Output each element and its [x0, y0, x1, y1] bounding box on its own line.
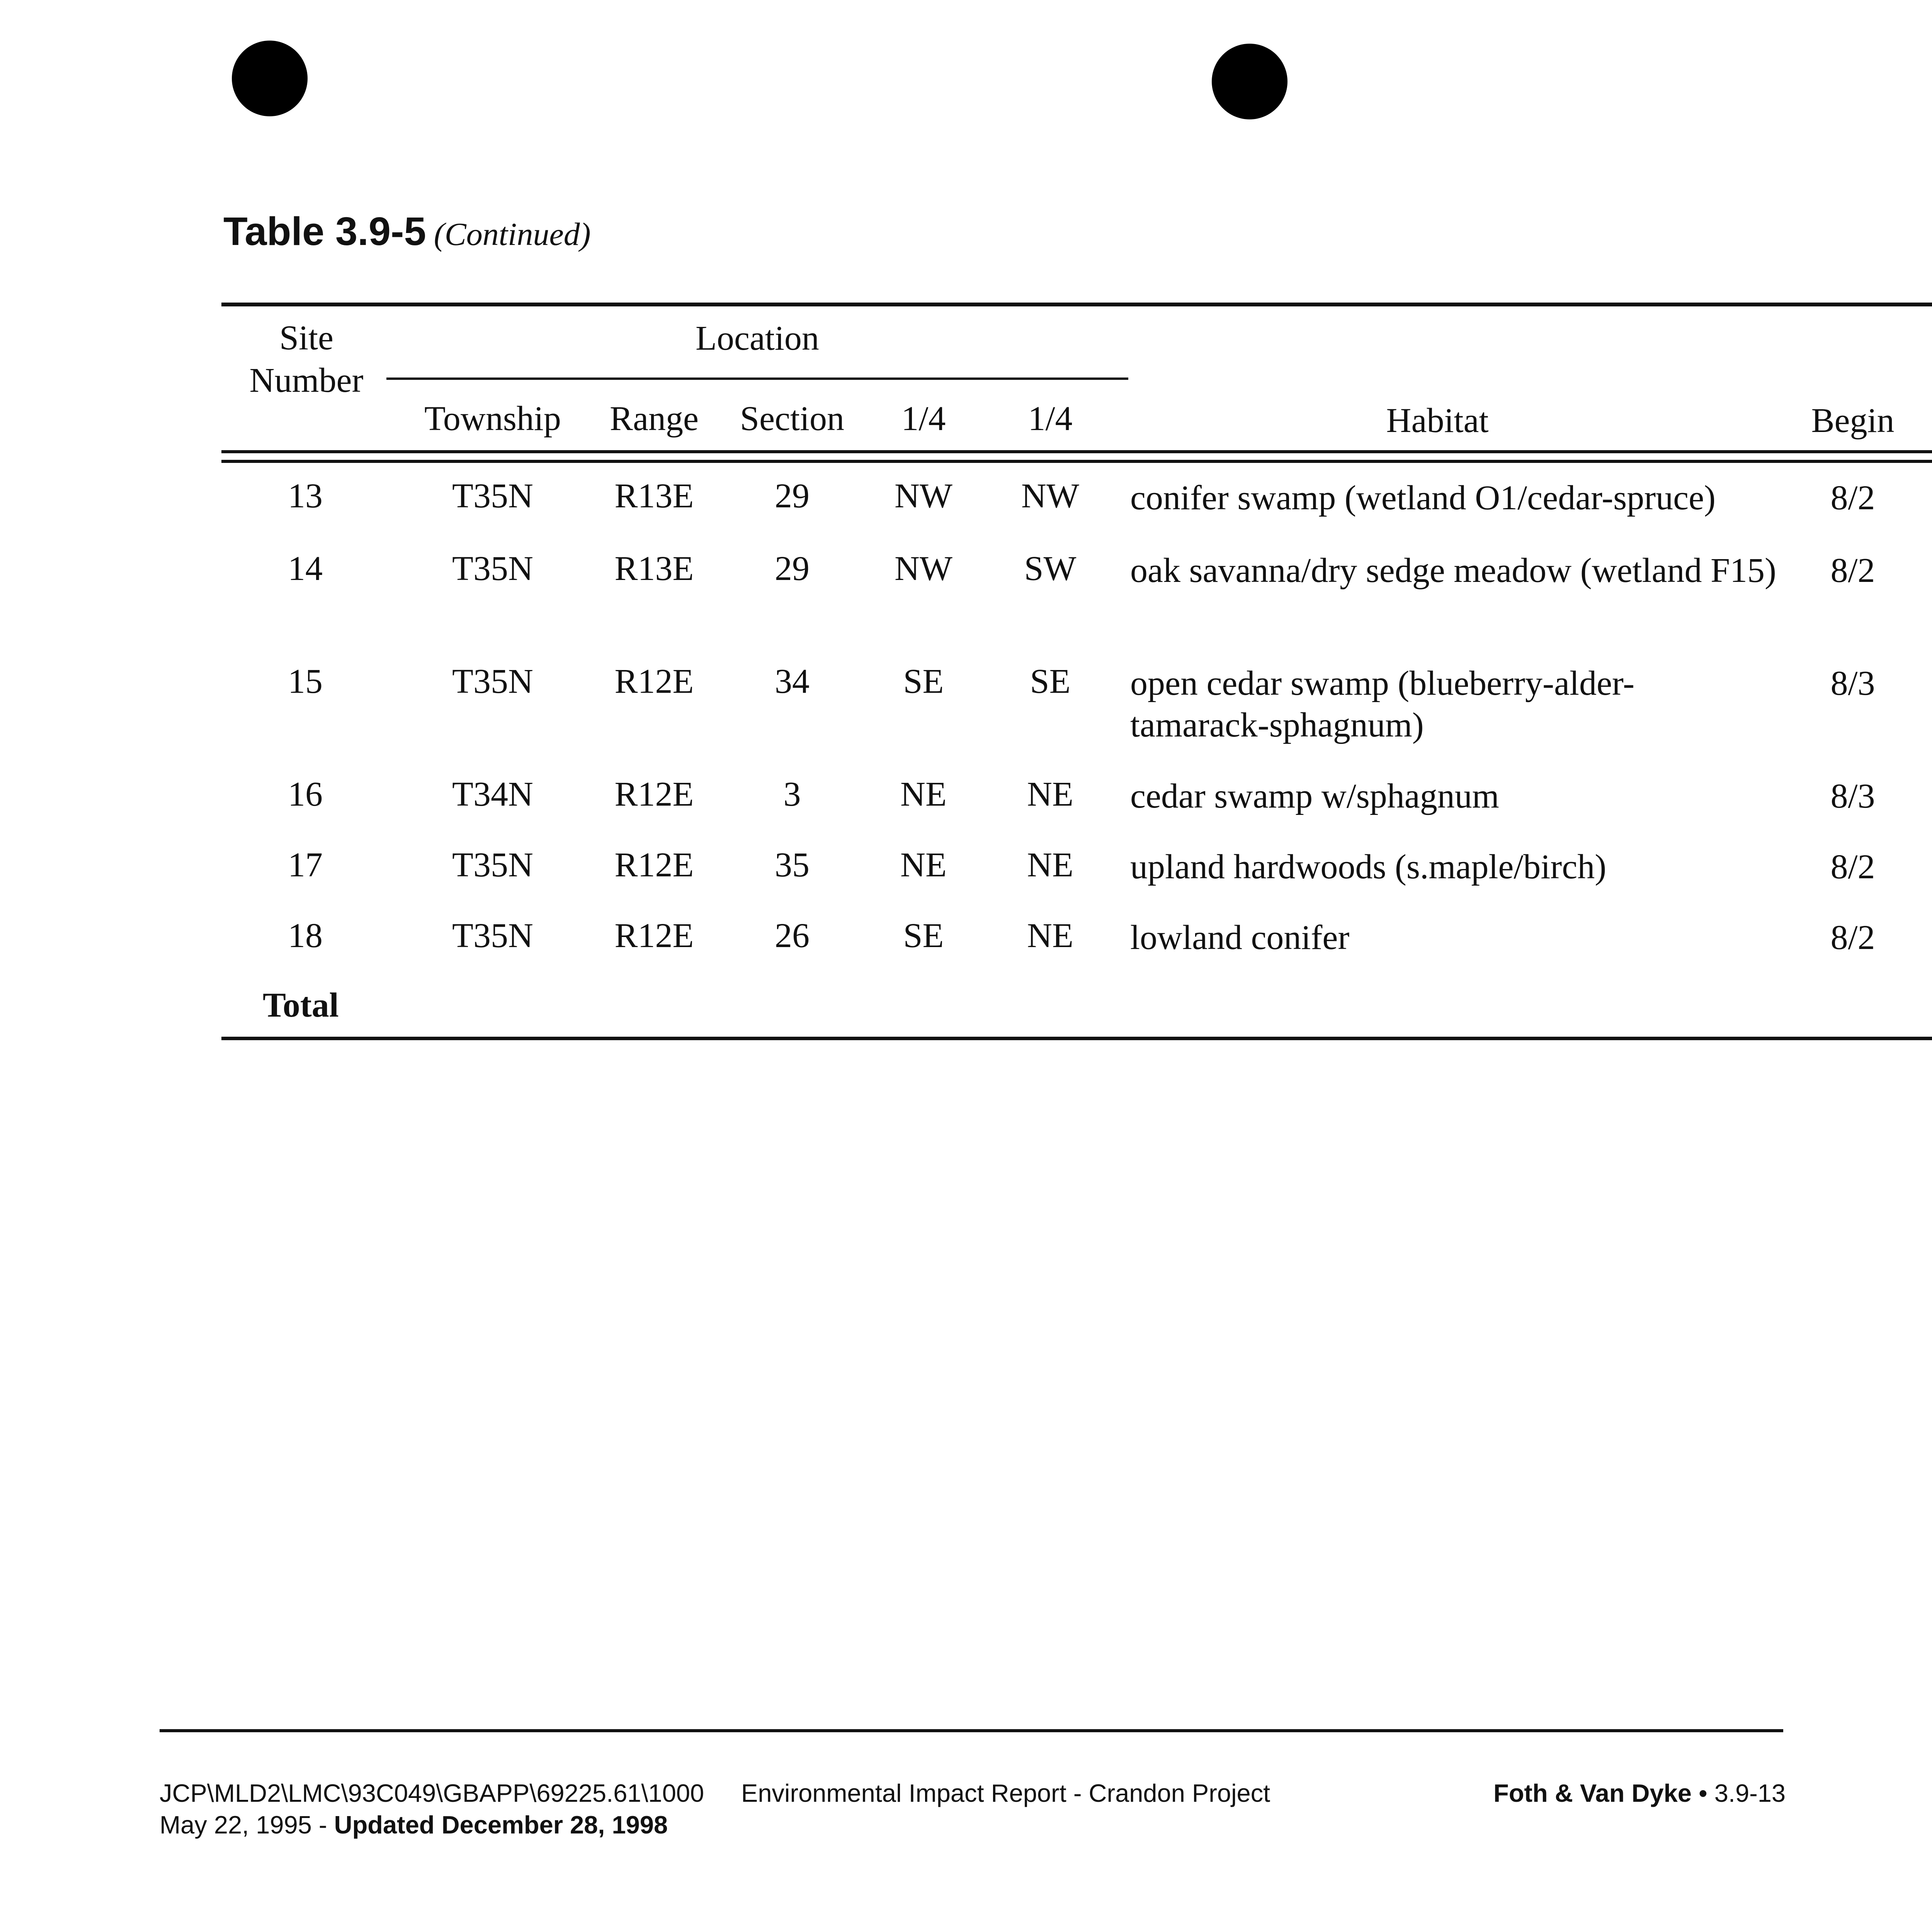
cell-quarter-1: NW: [895, 549, 952, 588]
cell-habitat: oak savanna/dry sedge meadow (wetland F15): [1130, 551, 1776, 590]
header-section: Section: [740, 400, 844, 438]
footer-rule: [160, 1729, 1783, 1732]
cell-begin: 8/2: [1830, 918, 1875, 957]
cell-range: R12E: [614, 917, 694, 955]
cell-township: T35N: [452, 917, 533, 955]
cell-habitat: cedar swamp w/sphagnum: [1130, 777, 1499, 815]
cell-site: 16: [288, 775, 323, 813]
cell-section: 34: [775, 662, 810, 701]
header-range: Range: [610, 400, 699, 438]
table-continued: (Continued): [434, 216, 591, 252]
header-habitat: Habitat: [1386, 401, 1489, 440]
cell-range: R12E: [614, 775, 694, 813]
footer-date-updated: Updated December 28, 1998: [334, 1811, 668, 1839]
header-quarter-1: 1/4: [901, 400, 946, 438]
cell-township: T35N: [452, 846, 533, 884]
footer-company-page: [1493, 1777, 1786, 1809]
cell-site: 15: [288, 662, 323, 701]
cell-begin: 8/3: [1830, 777, 1875, 815]
cell-section: 29: [775, 549, 810, 588]
cell-habitat: open cedar swamp (blueberry-alder-tamarack-sphagnum): [1130, 664, 1635, 744]
cell-quarter-2: SW: [1024, 549, 1077, 588]
table-bottom-rule: [221, 1037, 1932, 1040]
cell-section: 29: [775, 477, 810, 515]
cell-quarter-1: NW: [895, 477, 952, 515]
cell-quarter-2: SE: [1030, 662, 1071, 701]
cell-section: 3: [783, 775, 801, 813]
header-rule-upper: [221, 450, 1932, 453]
footer-page-number: 3.9-13: [1714, 1779, 1786, 1807]
table-number: Table 3.9-5: [223, 209, 426, 253]
header-rule-lower: [221, 460, 1932, 463]
table-row: [0, 661, 1932, 761]
footer-company: Foth & Van Dyke: [1493, 1779, 1692, 1807]
cell-begin: 8/2: [1830, 848, 1875, 886]
cell-quarter-2: NE: [1027, 775, 1073, 813]
cell-habitat: lowland conifer: [1130, 918, 1350, 957]
footer-dates: [160, 1809, 704, 1841]
cell-range: R12E: [614, 662, 694, 701]
cell-quarter-1: NE: [900, 775, 947, 813]
cell-begin: 8/3: [1830, 664, 1875, 702]
footer-bullet: •: [1698, 1779, 1708, 1807]
cell-township: T35N: [452, 549, 533, 588]
total-label: Total: [263, 986, 339, 1024]
cell-section: 35: [775, 846, 810, 884]
cell-habitat: upland hardwoods (s.maple/birch): [1130, 848, 1607, 886]
cell-site: 14: [288, 549, 323, 588]
footer-report-title: Environmental Impact Report - Crandon Project: [741, 1779, 1270, 1807]
binder-hole-left: [232, 41, 308, 116]
header-begin: Begin: [1811, 401, 1895, 440]
cell-township: T35N: [452, 477, 533, 515]
cell-quarter-2: NW: [1021, 477, 1079, 515]
binder-hole-center: [1212, 44, 1287, 119]
cell-quarter-1: NE: [900, 846, 947, 884]
footer-date-original: May 22, 1995 -: [160, 1811, 334, 1839]
table-top-rule: [221, 303, 1932, 306]
footer-file-path: JCP\MLD2\LMC\93C049\GBAPP\69225.61\1000: [160, 1779, 704, 1807]
cell-site: 18: [288, 917, 323, 955]
header-township: Township: [424, 400, 561, 438]
cell-site: 13: [288, 477, 323, 515]
header-site-number: [250, 317, 364, 402]
header-site-line2: Number: [249, 361, 364, 400]
cell-begin: 8/2: [1830, 551, 1875, 590]
cell-site: 17: [288, 846, 323, 884]
cell-quarter-1: SE: [903, 917, 944, 955]
cell-township: T34N: [452, 775, 533, 813]
cell-quarter-1: SE: [903, 662, 944, 701]
cell-range: R13E: [614, 477, 694, 515]
table-row: [0, 548, 1932, 648]
cell-begin: 8/2: [1830, 479, 1875, 517]
cell-section: 26: [775, 917, 810, 955]
cell-quarter-2: NE: [1027, 846, 1073, 884]
header-quarter-2: 1/4: [1028, 400, 1073, 438]
footer-file-info: [160, 1777, 704, 1841]
cell-quarter-2: NE: [1027, 917, 1073, 955]
cell-township: T35N: [452, 662, 533, 701]
table-title: [223, 209, 591, 254]
header-location: Location: [696, 319, 819, 357]
location-header-rule: [386, 378, 1128, 380]
cell-habitat: conifer swamp (wetland O1/cedar-spruce): [1130, 479, 1716, 517]
cell-range: R13E: [614, 549, 694, 588]
cell-range: R12E: [614, 846, 694, 884]
header-site-line1: Site: [279, 319, 334, 357]
